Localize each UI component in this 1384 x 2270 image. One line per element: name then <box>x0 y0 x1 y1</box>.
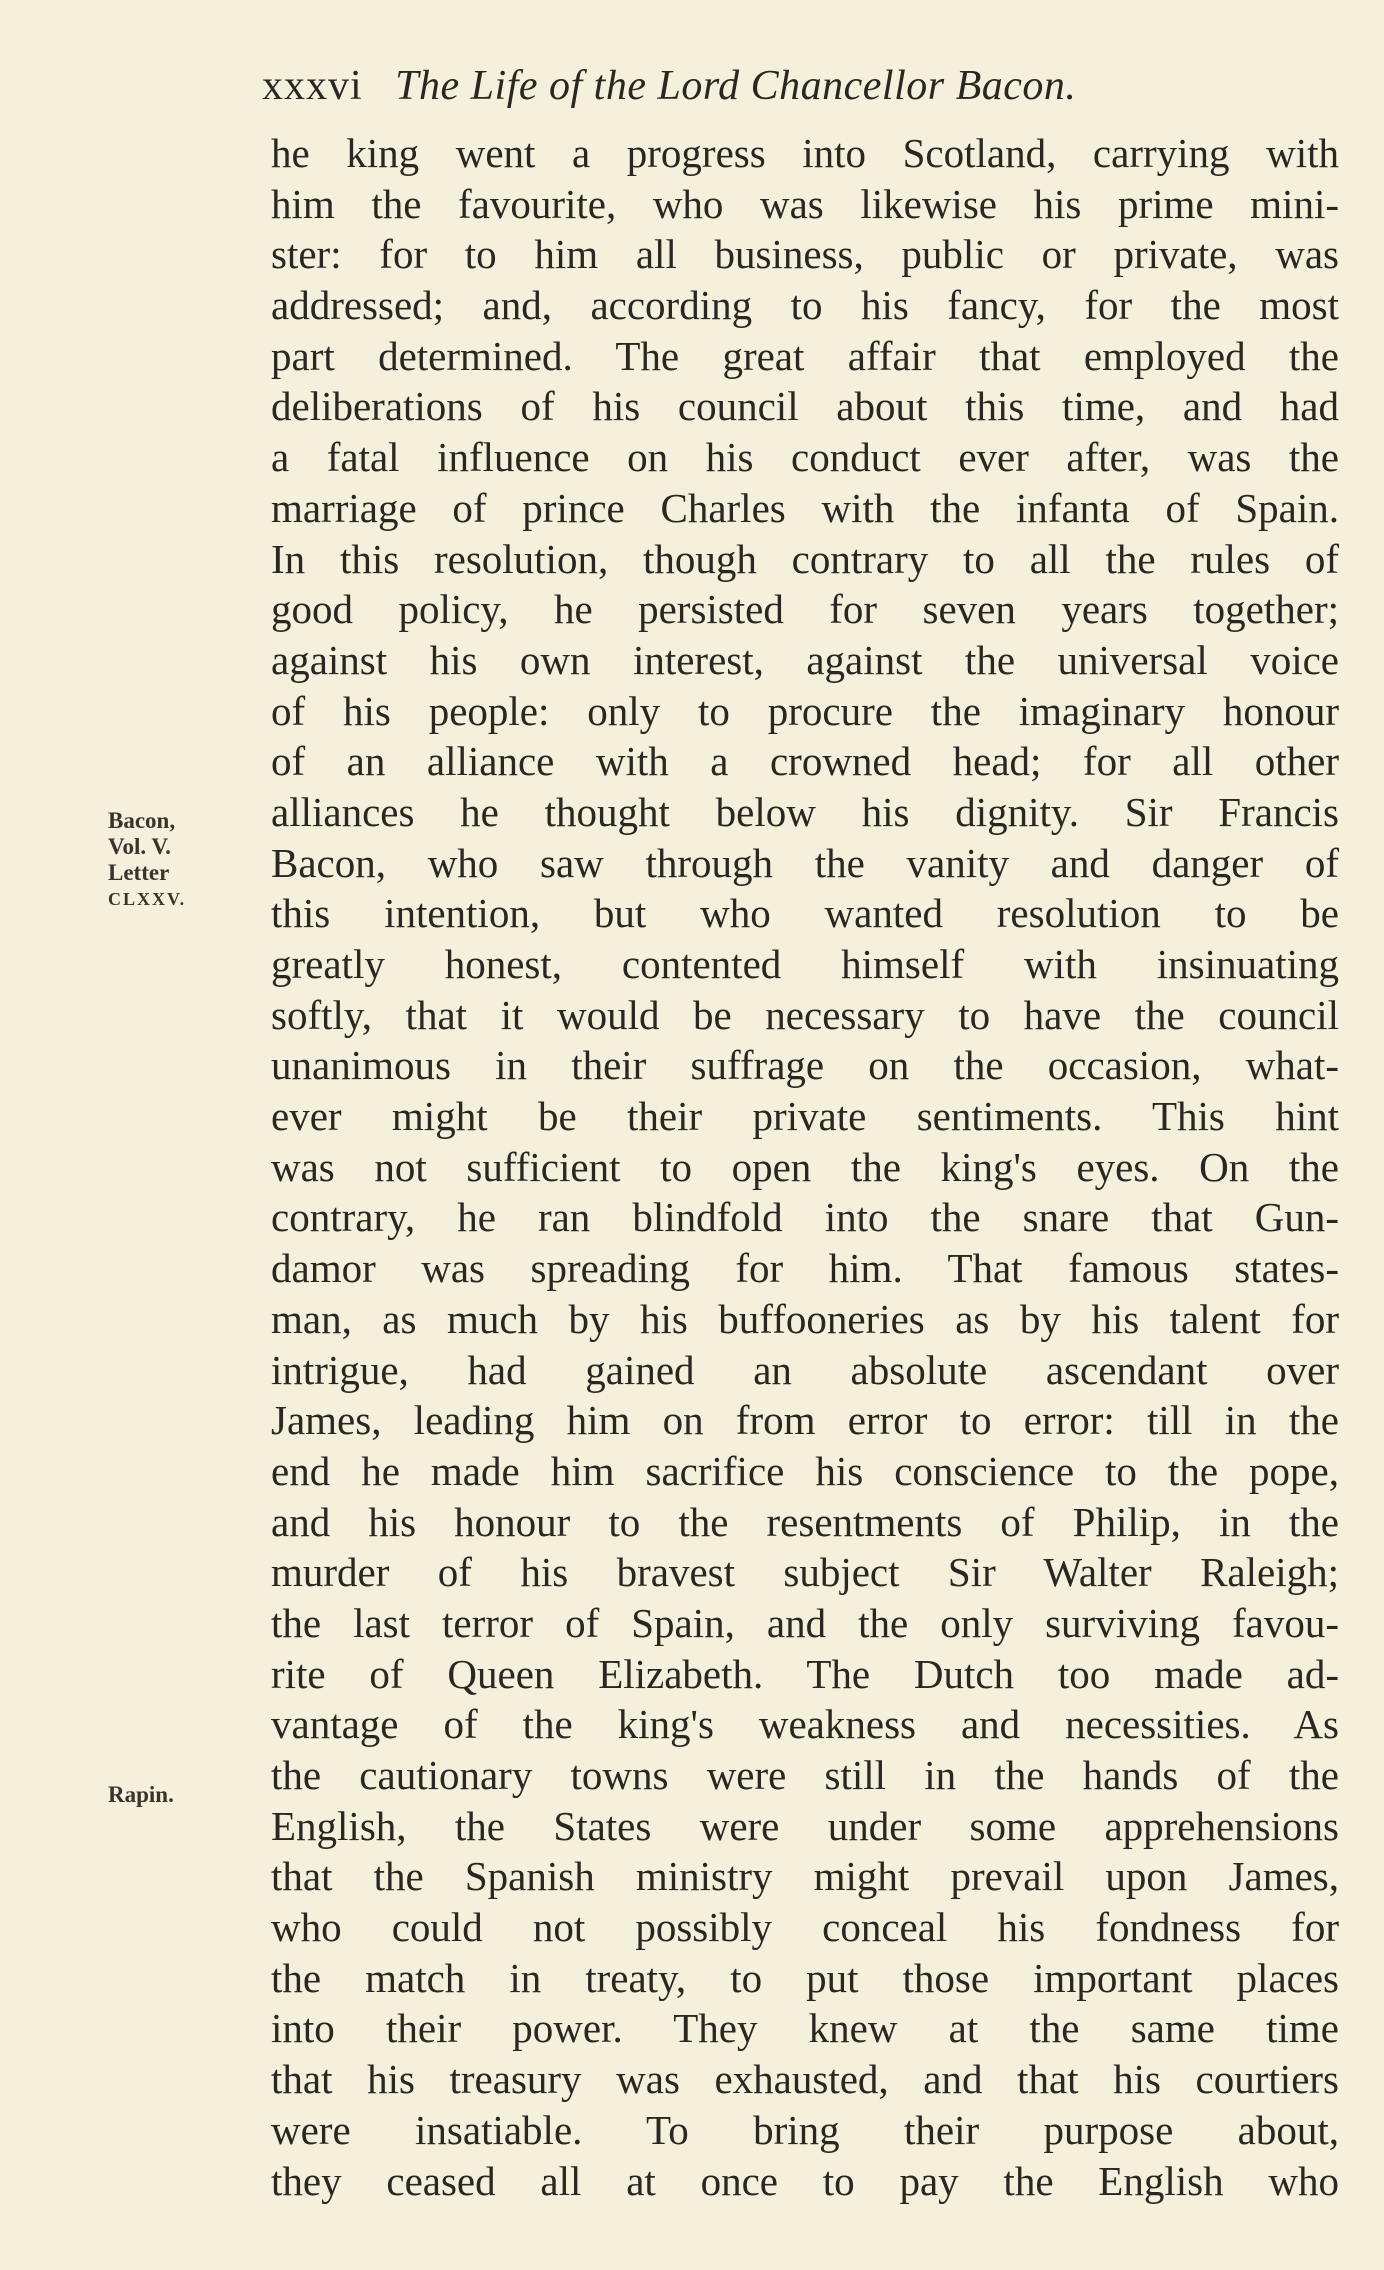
text-line: of an alliance with a crowned head; for all other <box>271 738 1339 785</box>
text-line: good policy, he persisted for seven years together; <box>271 586 1339 633</box>
text-line: a fatal influence on his conduct ever after, was the <box>271 434 1339 481</box>
margin-note-line: Rapin. <box>108 1782 174 1807</box>
text-line: who could not possibly conceal his fondness for <box>271 1904 1339 1951</box>
text-line: greatly honest, contented himself with insinuating <box>271 941 1339 987</box>
text-line: rite of Queen Elizabeth. The Dutch too made ad- <box>271 1650 1339 1697</box>
margin-note-line: Letter <box>108 860 170 885</box>
text-line: that his treasury was exhausted, and that his courtiers <box>271 2056 1339 2103</box>
text-line: was not sufficient to open the king's eyes. On the <box>271 1143 1339 1190</box>
text-line: against his own interest, against the universal voice <box>271 636 1339 683</box>
text-line: addressed; and, according to his fancy, for the most <box>271 282 1339 329</box>
running-title: The Life of the Lord Chancellor Bacon. <box>395 63 1077 109</box>
text-line: end he made him sacrifice his conscience to the pope, <box>271 1447 1339 1494</box>
margin-note-line: Bacon, <box>108 808 176 833</box>
margin-note-rapin <box>108 1782 174 1808</box>
text-line: this intention, but who wanted resolution to be <box>271 890 1339 937</box>
text-line: intrigue, had gained an absolute ascendant over <box>271 1346 1339 1393</box>
body-text <box>271 128 1339 2206</box>
text-line: alliances he thought below his dignity. Sir Francis <box>271 788 1339 835</box>
text-line: he king went a progress into Scotland, carrying with <box>271 130 1339 176</box>
text-line: contrary, he ran blindfold into the snare that Gun- <box>271 1194 1339 1241</box>
running-header <box>262 62 1262 110</box>
text-line: were insatiable. To bring their purpose about, <box>271 2106 1339 2153</box>
text-line: of his people: only to procure the imaginary honour <box>271 687 1339 734</box>
text-line: man, as much by his buffooneries as by his talent for <box>271 1295 1339 1342</box>
text-line: vantage of the king's weakness and necessities. As <box>271 1701 1339 1748</box>
text-line: ever might be their private sentiments. This hint <box>271 1093 1339 1140</box>
margin-note-bacon <box>108 808 186 912</box>
text-line: James, leading him on from error to error: till in the <box>271 1397 1339 1444</box>
text-line: marriage of prince Charles with the infanta of Spain. <box>271 484 1339 531</box>
text-line: softly, that it would be necessary to have the council <box>271 991 1339 1038</box>
text-line: ster: for to him all business, public or private, was <box>271 231 1339 278</box>
text-line: the match in treaty, to put those important places <box>271 1954 1339 2001</box>
text-line: In this resolution, though contrary to all the rules of <box>271 535 1339 582</box>
text-line: part determined. The great affair that employed the <box>271 332 1339 379</box>
margin-note-line: Vol. V. <box>108 834 171 859</box>
text-line: murder of his bravest subject Sir Walter Raleigh; <box>271 1549 1339 1596</box>
text-line: deliberations of his council about this time, and had <box>271 383 1339 430</box>
text-line: they ceased all at once to pay the English who <box>271 2157 1339 2204</box>
text-line: the last terror of Spain, and the only surviving favou- <box>271 1599 1339 1646</box>
page-number: xxxvi <box>262 63 363 109</box>
margin-note-line: CLXXV. <box>108 889 187 909</box>
text-line: Bacon, who saw through the vanity and danger of <box>271 839 1339 886</box>
text-line: him the favourite, who was likewise his prime mini- <box>271 180 1339 227</box>
text-line: English, the States were under some apprehensions <box>271 1802 1339 1849</box>
text-line: and his honour to the resentments of Philip, in the <box>271 1498 1339 1545</box>
text-line: damor was spreading for him. That famous states- <box>271 1245 1339 1292</box>
text-line: the cautionary towns were still in the hands of the <box>271 1752 1339 1798</box>
text-line: that the Spanish ministry might prevail upon James, <box>271 1853 1339 1900</box>
text-line: unanimous in their suffrage on the occasion, what- <box>271 1042 1339 1089</box>
text-line: into their power. They knew at the same time <box>271 2005 1339 2052</box>
